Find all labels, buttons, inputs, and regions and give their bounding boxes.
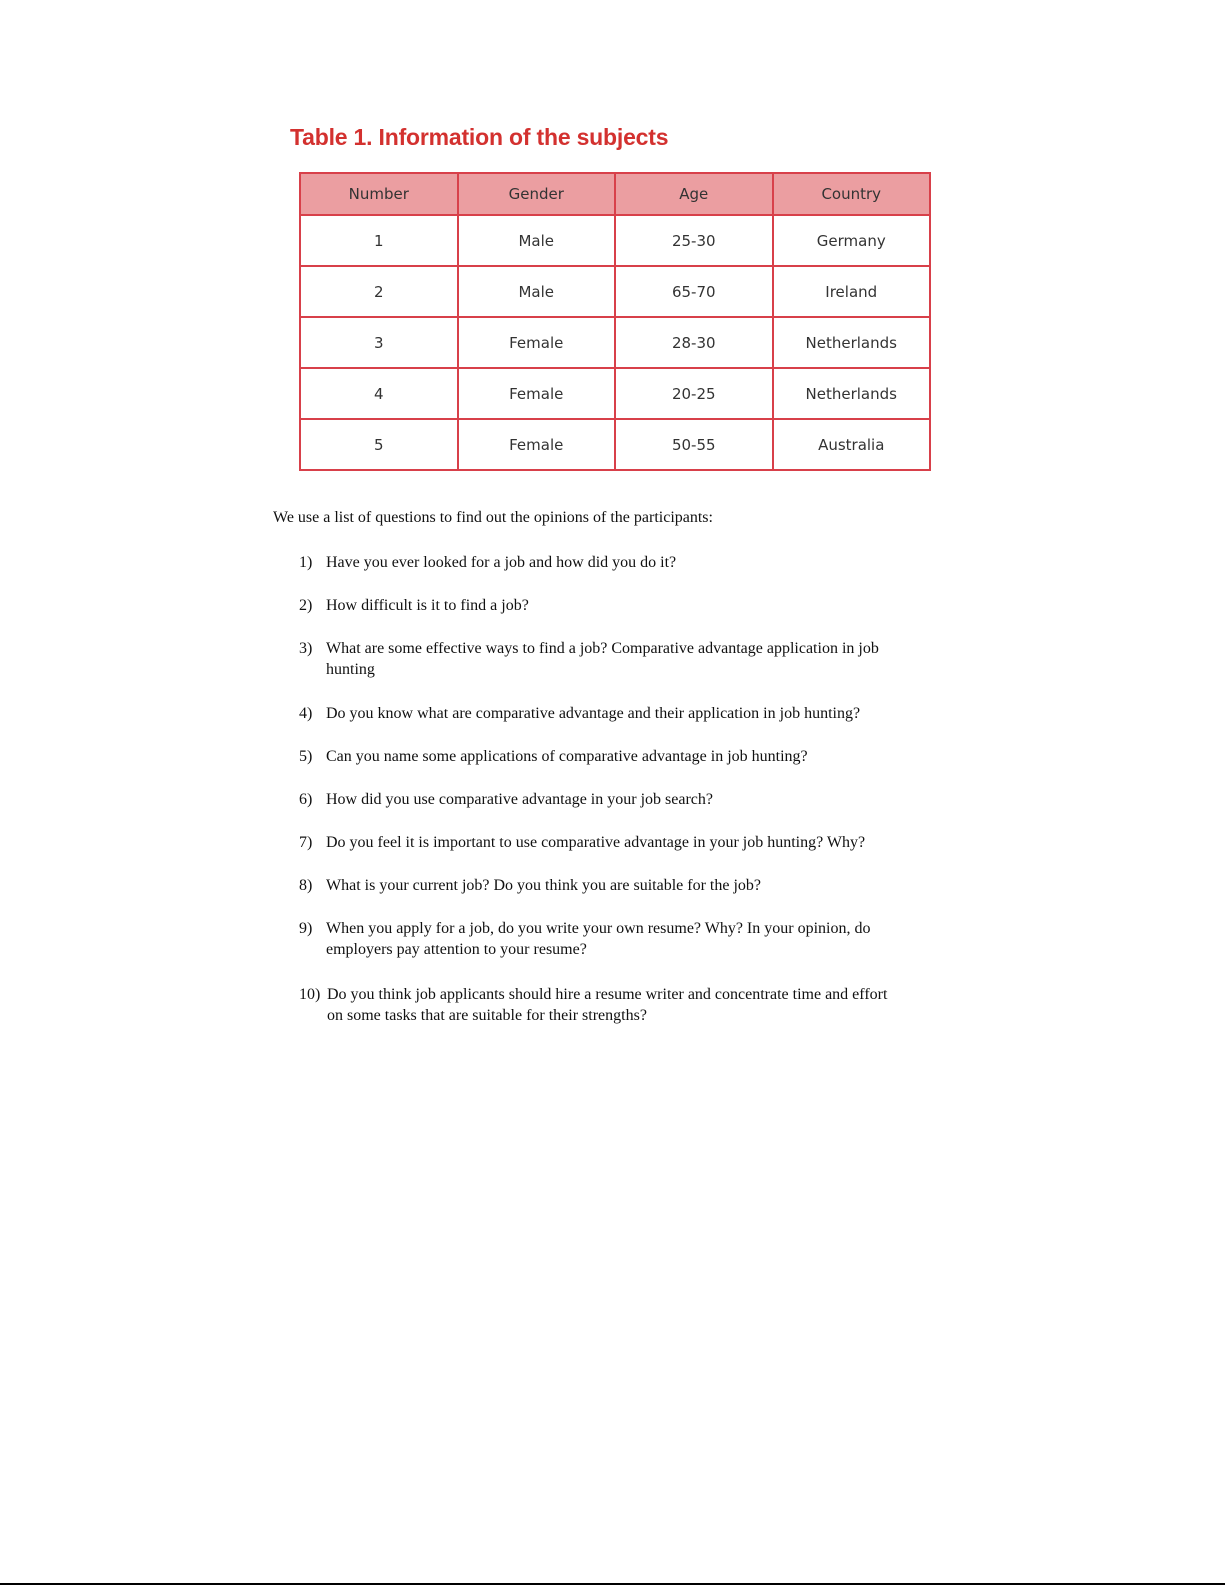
intro-paragraph: We use a list of questions to find out the opinions of the participants: [273, 509, 713, 526]
question-item [299, 875, 939, 896]
cell-number: 3 [300, 317, 458, 368]
question-number: 8) [299, 877, 313, 894]
question-item [299, 832, 939, 853]
question-item [299, 746, 939, 767]
cell-country: Netherlands [773, 317, 931, 368]
cell-number: 2 [300, 266, 458, 317]
cell-gender: Female [458, 317, 616, 368]
question-text: What is your current job? Do you think you are suitable for the job? [326, 877, 761, 894]
table-row [300, 419, 930, 470]
subjects-table [299, 172, 931, 471]
question-item [299, 552, 939, 573]
column-header-gender: Gender [458, 173, 616, 215]
cell-country: Ireland [773, 266, 931, 317]
question-item [299, 918, 929, 960]
cell-country: Germany [773, 215, 931, 266]
cell-gender: Female [458, 419, 616, 470]
question-number: 9) [299, 920, 313, 937]
table-row [300, 368, 930, 419]
question-text: How did you use comparative advantage in your job search? [326, 791, 713, 808]
question-number: 7) [299, 834, 313, 851]
cell-age: 20-25 [615, 368, 773, 419]
table-row [300, 215, 930, 266]
question-item [299, 595, 939, 616]
question-item [299, 703, 939, 724]
table-title: Table 1. Information of the subjects [290, 124, 669, 150]
question-number: 6) [299, 791, 313, 808]
question-item [299, 638, 909, 680]
cell-country: Netherlands [773, 368, 931, 419]
table-row [300, 266, 930, 317]
cell-gender: Female [458, 368, 616, 419]
question-text: Do you know what are comparative advantage and their application in job hunting? [326, 705, 861, 722]
table-header-row [300, 173, 930, 215]
cell-age: 25-30 [615, 215, 773, 266]
question-text: How difficult is it to find a job? [326, 597, 529, 614]
question-text: Do you think job applicants should hire a resume writer and concentrate time and effort on some tasks that are suitable for their strengths? [327, 986, 888, 1024]
question-number: 5) [299, 748, 313, 765]
column-header-age: Age [615, 173, 773, 215]
question-number: 4) [299, 705, 313, 722]
cell-age: 50-55 [615, 419, 773, 470]
cell-number: 5 [300, 419, 458, 470]
cell-country: Australia [773, 419, 931, 470]
question-text: Have you ever looked for a job and how did you do it? [326, 554, 677, 571]
cell-gender: Male [458, 266, 616, 317]
question-item [299, 789, 939, 810]
cell-age: 28-30 [615, 317, 773, 368]
question-number: 10) [299, 986, 321, 1003]
question-item [299, 984, 899, 1026]
column-header-number: Number [300, 173, 458, 215]
cell-gender: Male [458, 215, 616, 266]
question-text: Do you feel it is important to use comparative advantage in your job hunting? Why? [326, 834, 866, 851]
question-number: 3) [299, 640, 313, 657]
question-text: Can you name some applications of comparative advantage in job hunting? [326, 748, 808, 765]
cell-age: 65-70 [615, 266, 773, 317]
question-number: 2) [299, 597, 313, 614]
cell-number: 4 [300, 368, 458, 419]
question-text: What are some effective ways to find a job? Comparative advantage application in job hunting [326, 640, 879, 678]
question-text: When you apply for a job, do you write your own resume? Why? In your opinion, do employers pay attention to your resume? [326, 920, 871, 958]
table-row [300, 317, 930, 368]
question-number: 1) [299, 554, 313, 571]
cell-number: 1 [300, 215, 458, 266]
column-header-country: Country [773, 173, 931, 215]
